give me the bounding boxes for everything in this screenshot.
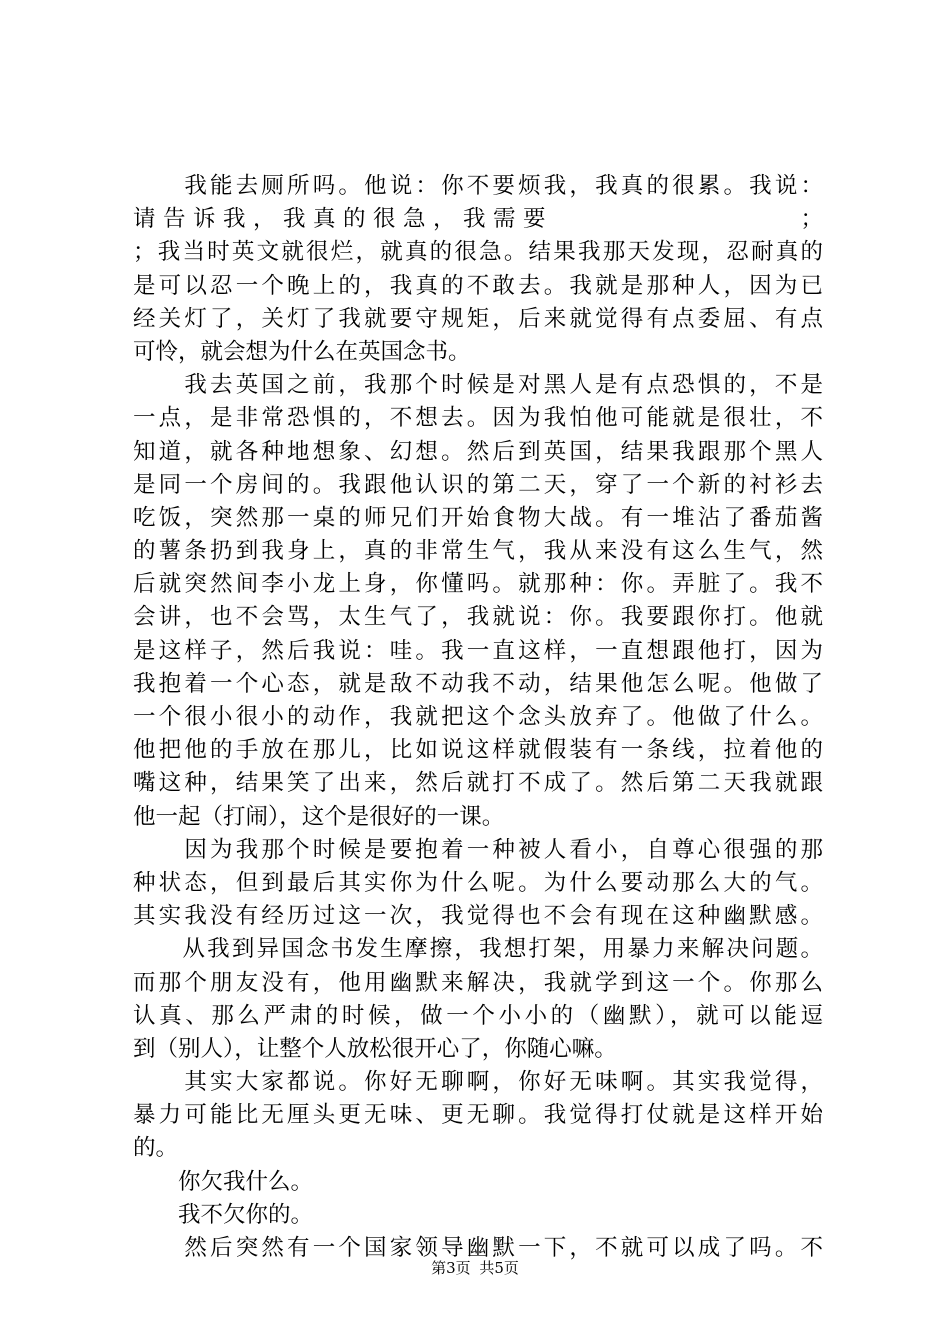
text-line: 暴力可能比无厘头更无味、更无聊。我觉得打仗就是这样开始 bbox=[133, 1102, 823, 1129]
page-number: 第3页 bbox=[431, 1259, 471, 1277]
text-line: 因为我那个时候是要抱着一种被人看小，自尊心很强的那 bbox=[133, 836, 823, 863]
text-line: 然后突然有一个国家领导幽默一下，不就可以成了吗。不 bbox=[133, 1235, 823, 1261]
text-line: 的薯条扔到我身上，真的非常生气，我从来没有这么生气，然 bbox=[133, 538, 823, 565]
text-line-trailing: ； bbox=[800, 206, 823, 233]
text-line: 后就突然间李小龙上身，你懂吗。就那种：你。弄脏了。我不 bbox=[133, 571, 823, 598]
text-line: 我去英国之前，我那个时候是对黑人是有点恐惧的，不是 bbox=[133, 372, 823, 399]
text-line: 是同一个房间的。我跟他认识的第二天，穿了一个新的衬衫去 bbox=[133, 471, 823, 498]
text-line: 其实我没有经历过这一次，我觉得也不会有现在这种幽默感。 bbox=[133, 903, 823, 930]
text-line: 从我到异国念书发生摩擦，我想打架，用暴力来解决问题。 bbox=[133, 936, 823, 963]
text-line: 其实大家都说。你好无聊啊，你好无味啊。其实我觉得， bbox=[133, 1069, 823, 1096]
text-line: 而那个朋友没有，他用幽默来解决，我就学到这一个。你那么 bbox=[133, 969, 823, 996]
text-line: 认真、那么严肃的时候，做一个小小的（幽默），就可以能逗 bbox=[133, 1002, 823, 1029]
text-line: 一点，是非常恐惧的，不想去。因为我怕他可能就是很壮，不 bbox=[133, 405, 823, 432]
text-line: 你欠我什么。 bbox=[133, 1168, 314, 1195]
page-footer bbox=[0, 1258, 950, 1278]
text-line: 是这样子，然后我说：哇。我一直这样，一直想跟他打，因为 bbox=[133, 637, 823, 664]
text-line: 种状态，但到最后其实你为什么呢。为什么要动那么大的气。 bbox=[133, 869, 823, 896]
text-line: 知道，就各种地想象、幻想。然后到英国，结果我跟那个黑人 bbox=[133, 438, 823, 465]
text-line: 经关灯了，关灯了我就要守规矩，后来就觉得有点委屈、有点 bbox=[133, 305, 823, 332]
text-line: ；我当时英文就很烂，就真的很急。结果我那天发现，忍耐真的 bbox=[133, 239, 823, 266]
body-text bbox=[133, 170, 823, 1265]
text-line: 一个很小很小的动作，我就把这个念头放弃了。他做了什么。 bbox=[133, 704, 823, 730]
text-line bbox=[133, 203, 823, 236]
text-line: 嘴这种，结果笑了出来，然后就打不成了。然后第二天我就跟 bbox=[133, 770, 823, 797]
text-line: 他一起（打闹），这个是很好的一课。 bbox=[133, 803, 505, 830]
text-line: 会讲，也不会骂，太生气了，我就说：你。我要跟你打。他就 bbox=[133, 604, 823, 631]
text-line: 吃饭，突然那一桌的师兄们开始食物大战。有一堆沾了番茄酱 bbox=[133, 504, 823, 531]
page-total: 共5页 bbox=[479, 1259, 519, 1277]
text-line: 我抱着一个心态，就是敌不动我不动，结果他怎么呢。他做了 bbox=[133, 670, 823, 697]
text-line: 是可以忍一个晚上的，我真的不敢去。我就是那种人，因为已 bbox=[133, 272, 823, 299]
text-line: 可怜，就会想为什么在英国念书。 bbox=[133, 338, 471, 365]
text-line-main: 请告诉我，我真的很急，我需要 bbox=[133, 206, 554, 233]
text-line: 我不欠你的。 bbox=[133, 1201, 314, 1228]
text-line: 到（别人），让整个人放松很开心了，你随心嘛。 bbox=[133, 1035, 617, 1062]
text-line: 我能去厕所吗。他说：你不要烦我，我真的很累。我说： bbox=[133, 173, 823, 199]
text-line: 的。 bbox=[133, 1135, 179, 1162]
text-line: 他把他的手放在那儿，比如说这样就假装有一条线，拉着他的 bbox=[133, 737, 823, 764]
